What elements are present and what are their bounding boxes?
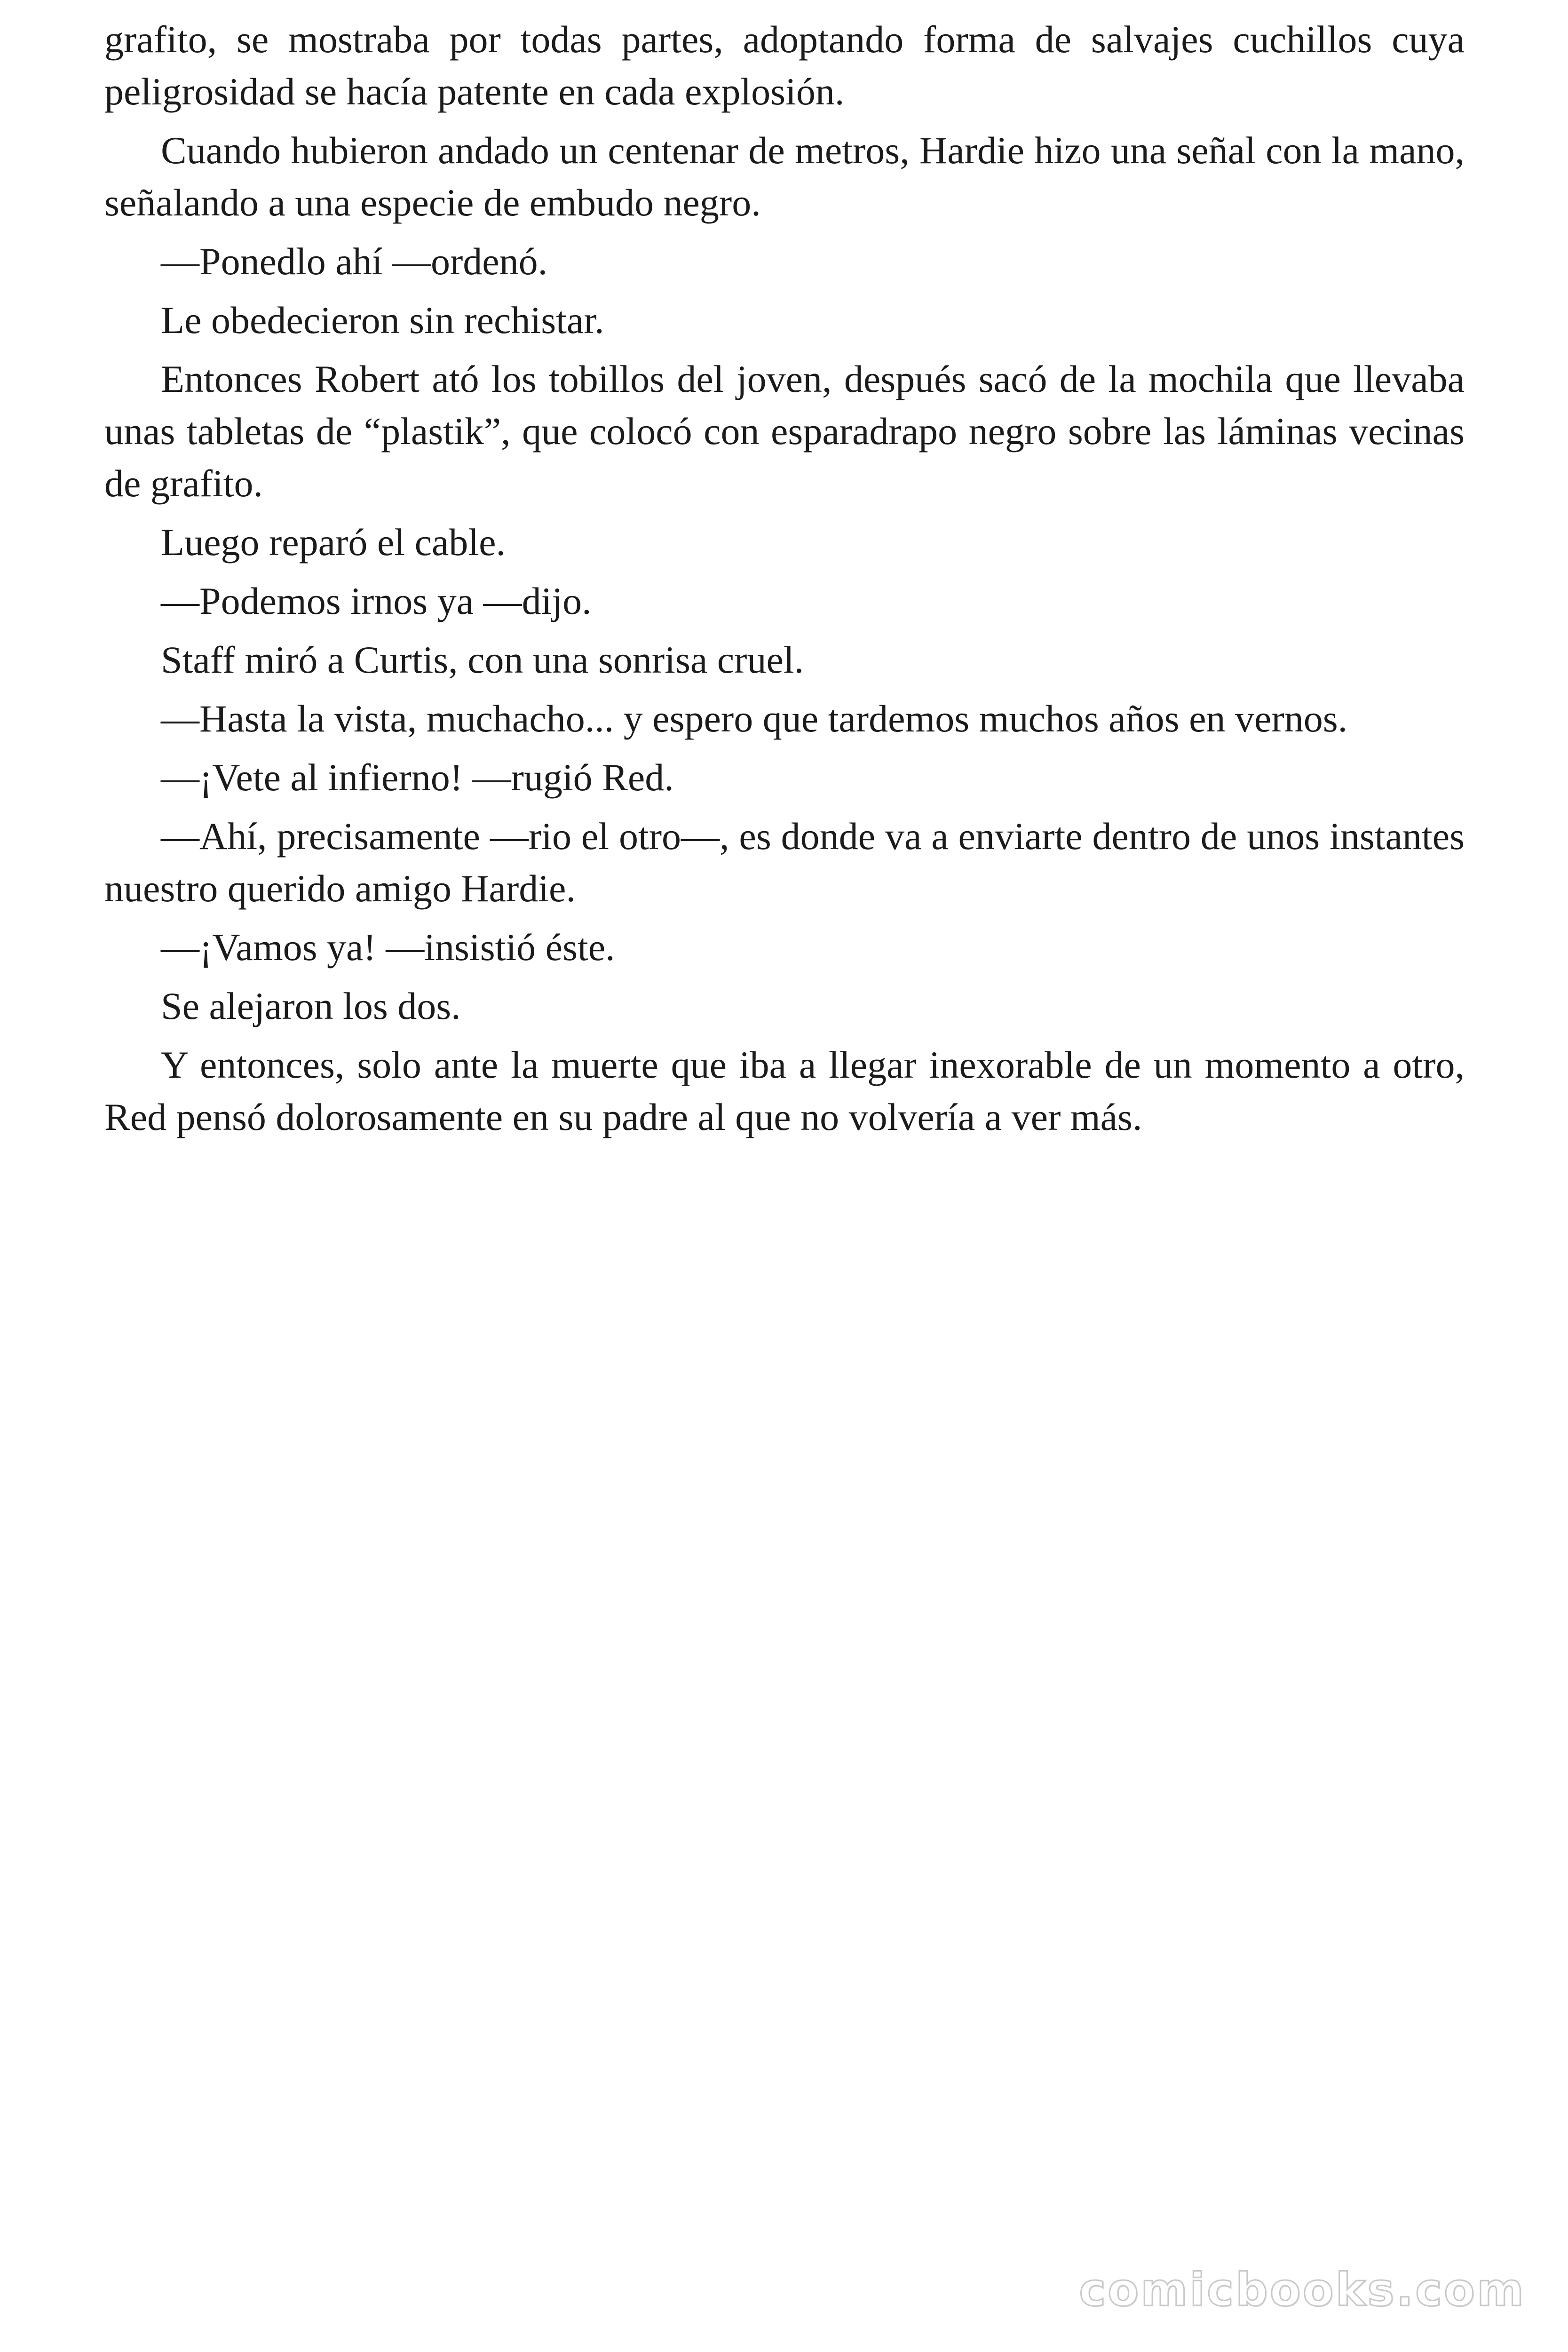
paragraph: Le obedecieron sin rechistar. [161, 299, 604, 342]
paragraph: —¡Vete al infierno! —rugió Red. [161, 756, 674, 799]
page-body [104, 13, 1465, 1150]
paragraph: Y entonces, solo ante la muerte que iba a llegar inexorable de un momento a otro, Red pensó dolorosamente en su padre al que no volvería a ver más. [104, 1043, 1465, 1138]
paragraph: Luego reparó el cable. [161, 521, 506, 564]
paragraph: —Hasta la vista, muchacho... y espero que tardemos muchos años en vernos. [161, 697, 1348, 740]
paragraph: Se alejaron los dos. [161, 985, 461, 1027]
paragraph: Staff miró a Curtis, con una sonrisa cruel. [161, 638, 804, 681]
paragraph: Entonces Robert ató los tobillos del joven, después sacó de la mochila que llevaba unas tabletas de “plastik”, que colocó con esparadrapo negro sobre las láminas vecinas de grafito. [104, 358, 1465, 505]
paragraph: Cuando hubieron andado un centenar de metros, Hardie hizo una señal con la mano, señalando a una especie de embudo negro. [104, 129, 1465, 224]
paragraph: —Ahí, precisamente —rio el otro—, es donde va a enviarte dentro de unos instantes nuestro querido amigo Hardie. [104, 815, 1465, 910]
paragraph: —¡Vamos ya! —insistió éste. [161, 926, 615, 969]
paragraph: —Ponedlo ahí —ordenó. [161, 240, 548, 283]
paragraph: —Podemos irnos ya —dijo. [161, 580, 592, 622]
paragraph: grafito, se mostraba por todas partes, adoptando forma de salvajes cuchillos cuya peligrosidad se hacía patente en cada explosión. [104, 18, 1465, 113]
watermark: comicbooks.com [1079, 2264, 1526, 2316]
